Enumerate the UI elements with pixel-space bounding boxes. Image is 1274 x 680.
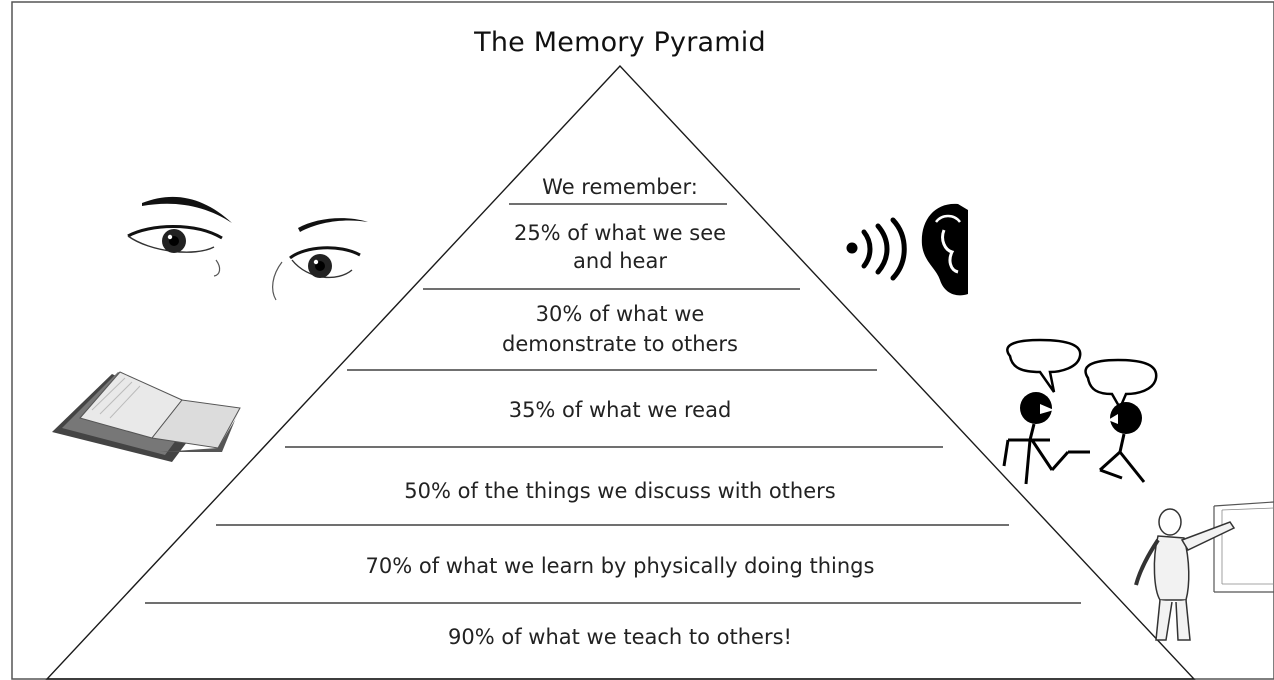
level-3-label: 35% of what we read bbox=[508, 398, 732, 422]
level-6-label: 90% of what we teach to others! bbox=[448, 625, 792, 649]
diagram-title: The Memory Pyramid bbox=[474, 27, 766, 58]
level-2-label-line2: demonstrate to others bbox=[501, 332, 738, 356]
level-header-label: We remember: bbox=[542, 175, 698, 199]
level-4-label: 50% of the things we discuss with others bbox=[404, 479, 836, 503]
level-5-label: 70% of what we learn by physically doing things bbox=[365, 554, 875, 578]
pyramid-outline bbox=[47, 66, 1194, 679]
level-2-label-line1: 30% of what we bbox=[535, 302, 705, 326]
level-1-label-line2: and hear bbox=[573, 249, 667, 273]
level-1-label-line1: 25% of what we see bbox=[513, 221, 727, 245]
